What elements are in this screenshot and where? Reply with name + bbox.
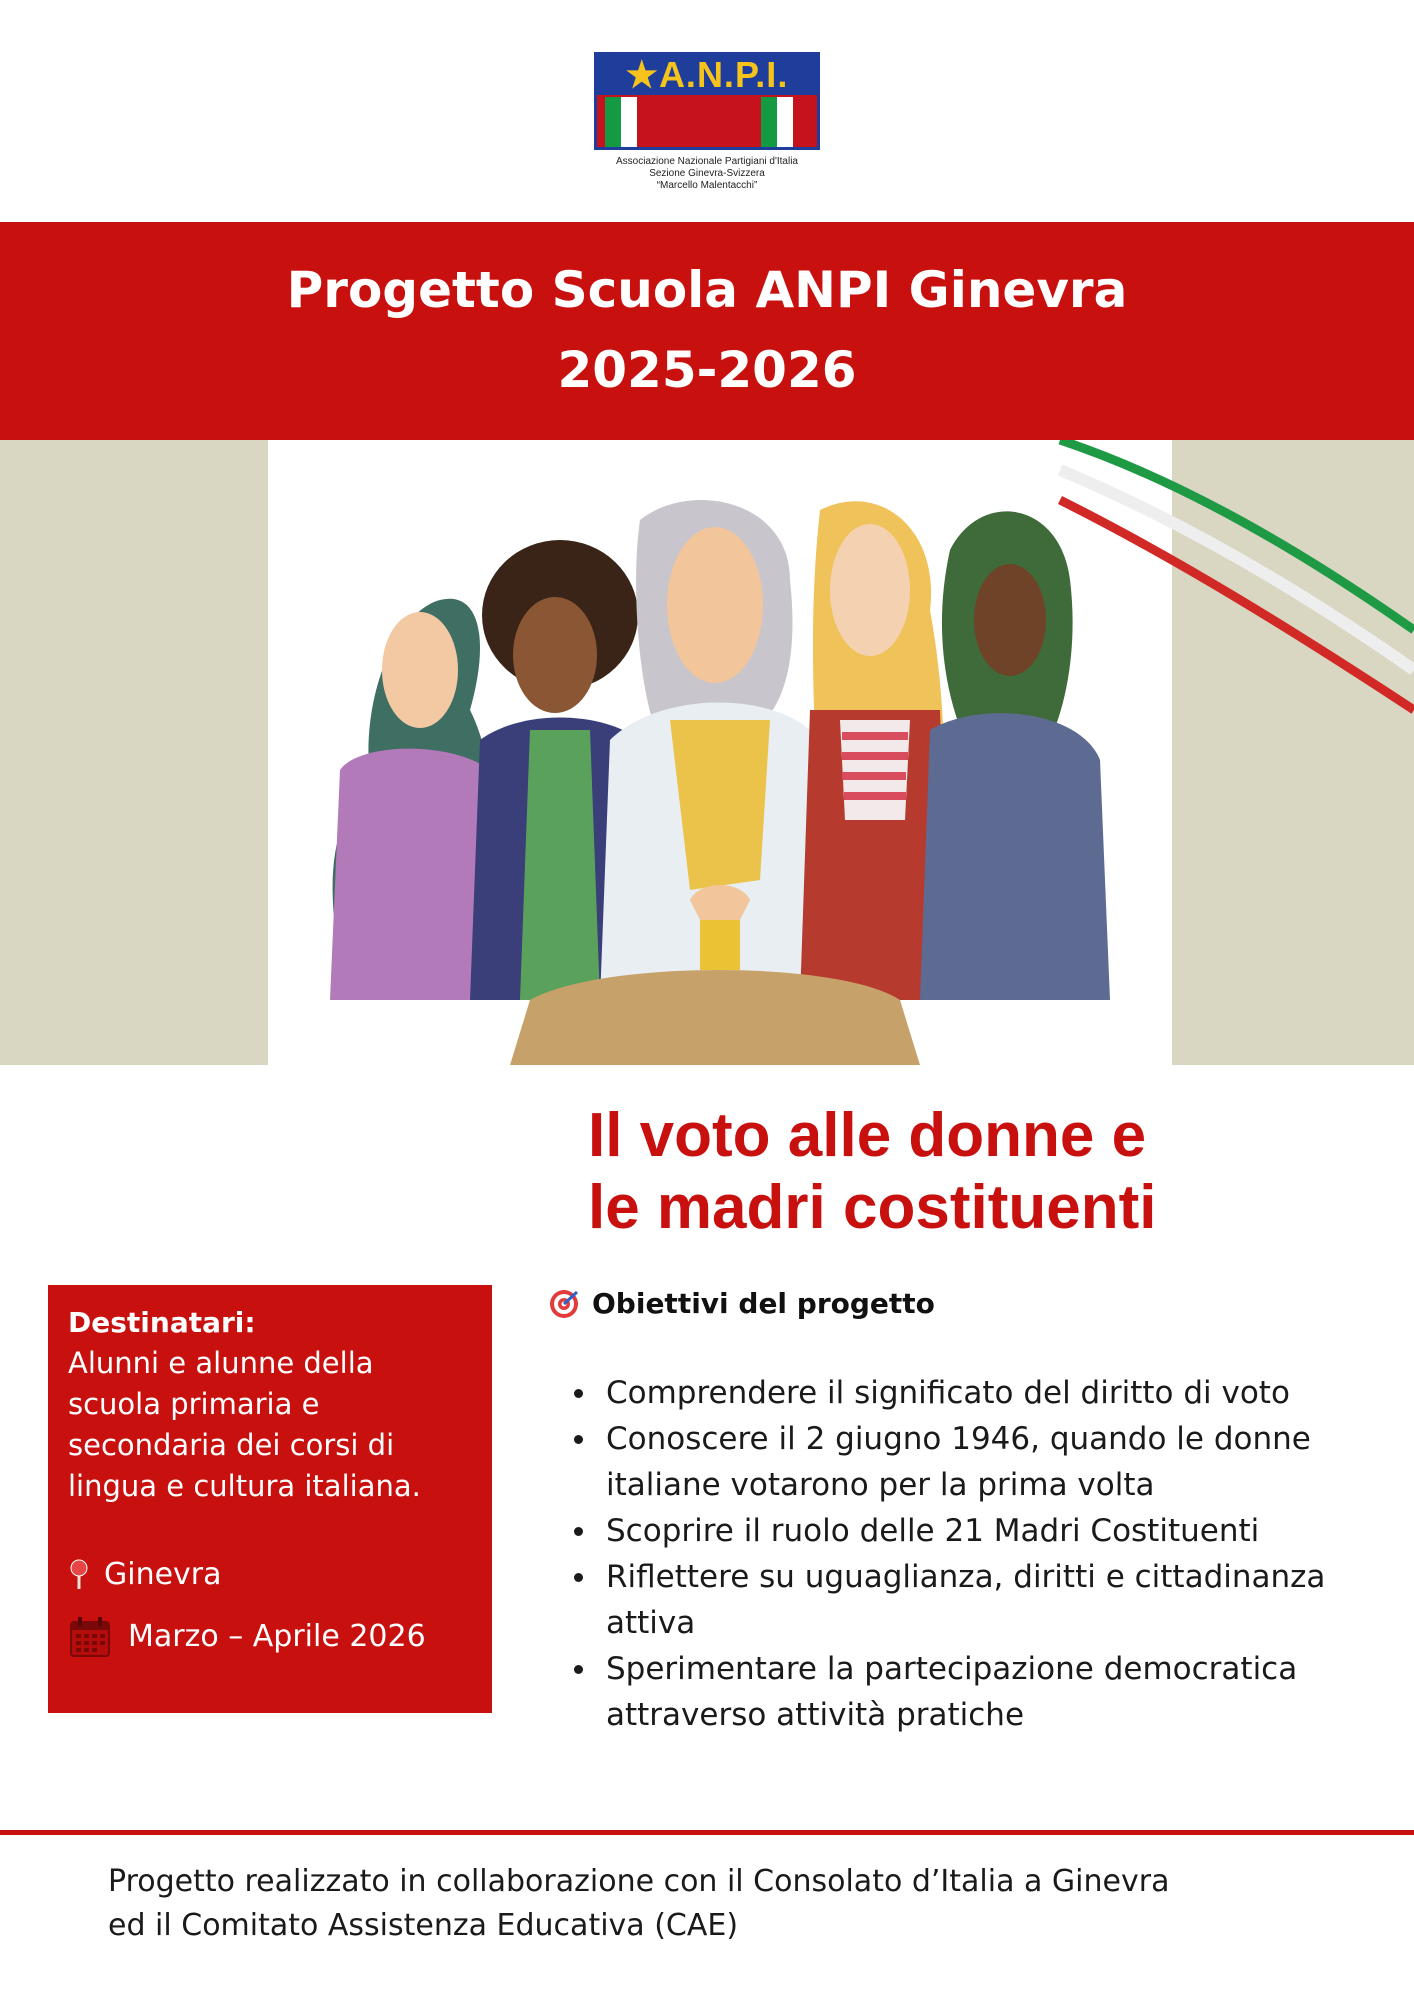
audience-box — [48, 1285, 492, 1713]
list-item: Comprendere il significato del diritto di voto — [568, 1370, 1368, 1416]
list-item: Scoprire il ruolo delle 21 Madri Costituenti — [568, 1508, 1368, 1554]
title-band — [0, 222, 1414, 440]
headline: Il voto alle donne e le madri costituenti — [588, 1101, 1157, 1242]
page-subtitle-years: 2025-2026 — [557, 341, 857, 399]
women-voting-illustration — [0, 440, 1414, 1065]
anpi-emblem-icon — [594, 52, 820, 150]
dates-text: Marzo – Aprile 2026 — [128, 1619, 426, 1654]
dates-row — [68, 1615, 426, 1659]
list-item: Conoscere il 2 giugno 1946, quando le donne italiane votarono per la prima volta — [568, 1416, 1368, 1508]
flag-icon — [605, 97, 653, 147]
logo-wordmark: ★A.N.P.I. — [597, 55, 817, 95]
audience-description: Alunni e alunne della scuola primaria e secondaria dei corsi di lingua e cultura italiana. — [68, 1346, 421, 1503]
page-title: Progetto Scuola ANPI Ginevra — [286, 261, 1128, 319]
objectives-heading: Obiettivi del progetto — [548, 1285, 935, 1323]
list-item: Riflettere su uguaglianza, diritti e cittadinanza attiva — [568, 1554, 1368, 1646]
map-pin-icon — [68, 1559, 90, 1591]
objectives-list — [568, 1370, 1368, 1738]
footer-credits: Progetto realizzato in collaborazione con il Consolato d’Italia a Ginevra ed il Comitato Assistenza Educativa (CAE) — [108, 1864, 1170, 1943]
calendar-icon — [68, 1615, 112, 1659]
anpi-logo — [582, 48, 832, 208]
target-icon — [548, 1288, 580, 1320]
logo-caption: Associazione Nazionale Partigiani d'Italia Sezione Ginevra-Svizzera “Marcello Malentacchi” — [615, 156, 798, 191]
five-women-voting-icon — [0, 440, 1414, 1065]
audience-label: Destinatari: — [68, 1306, 256, 1339]
star-icon: ★ — [625, 54, 659, 95]
list-item: Sperimentare la partecipazione democratica attraverso attività pratiche — [568, 1646, 1368, 1738]
flag-icon — [761, 97, 809, 147]
location-row — [68, 1555, 222, 1595]
footer-divider — [0, 1830, 1414, 1835]
location-text: Ginevra — [104, 1557, 222, 1592]
